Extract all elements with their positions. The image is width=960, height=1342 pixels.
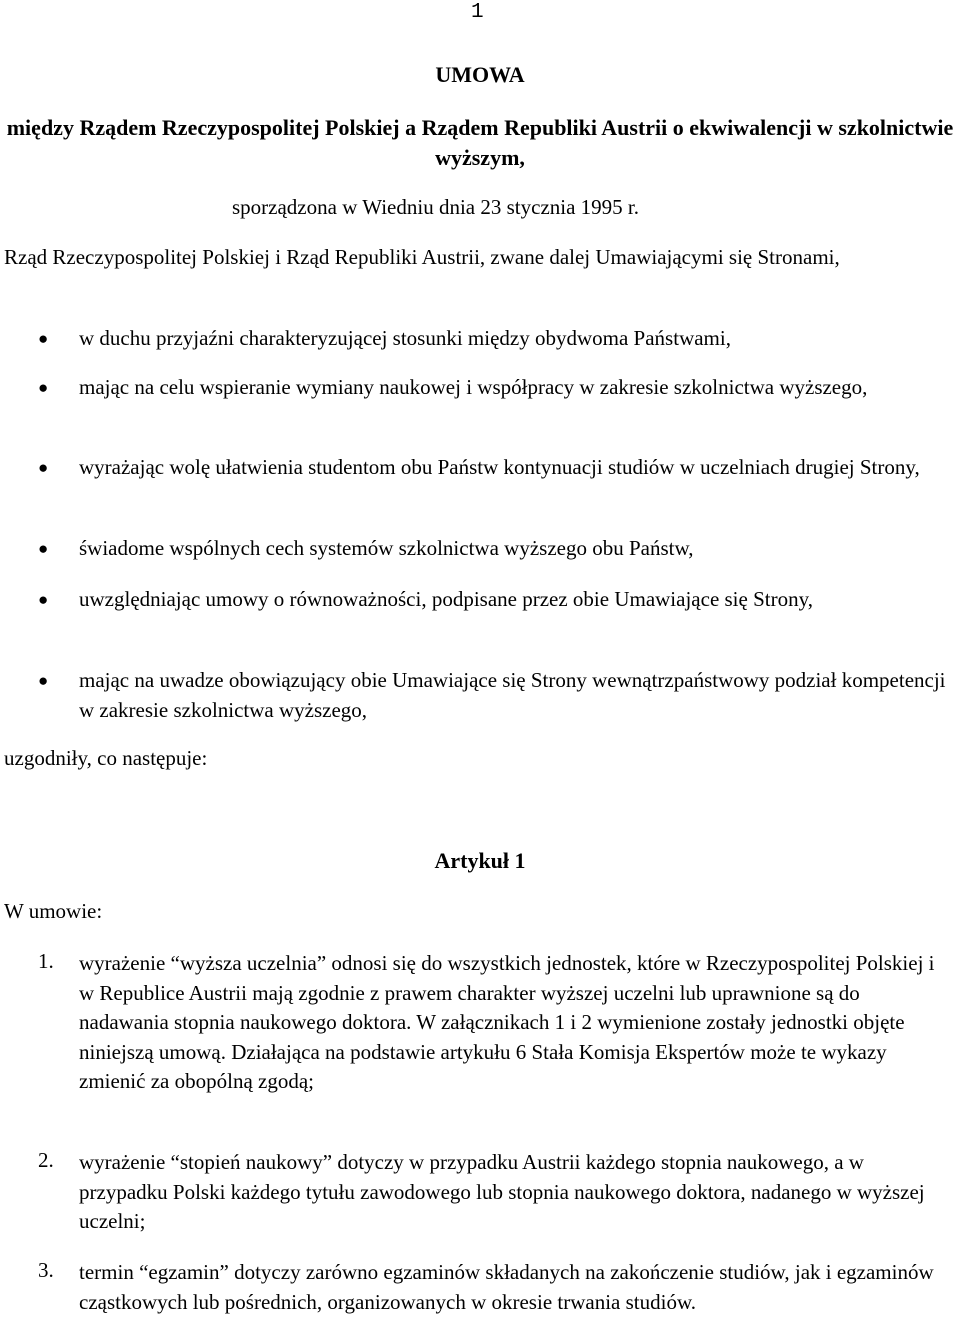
document-title: UMOWA [435, 62, 525, 87]
item-text: wyrażenie “stopień naukowy” dotyczy w przypadku Austrii każdego stopnia naukowego, a w przypadku Polski każdego tytułu zawodowego lub stopnia naukowego doktora, nadanego w wyższej uczelni; [79, 1150, 925, 1233]
document-subtitle: między Rządem Rzeczypospolitej Polskiej a Rządem Republiki Austrii o ekwiwalencji w szkolnictwie wyższym, [6, 115, 954, 170]
bullet-text: w duchu przyjaźni charakteryzującej stosunki między obydwoma Państwami, [79, 326, 731, 350]
bullet-icon: ● [38, 378, 49, 397]
item-number: 3. [38, 1258, 54, 1282]
agreed-statement: uzgodniły, co następuje: [4, 746, 208, 770]
bullet-icon: ● [38, 458, 49, 477]
page-number: 1 [471, 1, 484, 24]
bullet-icon: ● [38, 590, 49, 609]
bullet-text: mając na celu wspieranie wymiany naukowej i współpracy w zakresie szkolnictwa wyższego, [79, 375, 868, 399]
bullet-text: wyrażając wolę ułatwienia studentom obu Państw kontynuacji studiów w uczelniach drugiej Strony, [79, 455, 920, 479]
item-text: termin “egzamin” dotyczy zarówno egzaminów składanych na zakończenie studiów, jak i egzaminów cząstkowych lub pośrednich, organizowanych w okresie trwania studiów. [79, 1260, 934, 1314]
item-text: wyrażenie “wyższa uczelnia” odnosi się do wszystkich jednostek, które w Rzeczypospolitej Polskiej i w Republice Austrii mają zgodnie z prawem charakter wyższej uczelni lub uprawnione są do nadawania stopnia naukowego doktora. W załącznikach 1 i 2 wymienione zostały jednostki objęte niniejszą umową. Działająca na podstawie artykułu 6 Stała Komisja Ekspertów może te wykazy zmienić za obopólną zgodą; [79, 951, 935, 1093]
preamble: Rząd Rzeczypospolitej Polskiej i Rząd Republiki Austrii, zwane dalej Umawiającymi się Stronami, [4, 245, 840, 269]
bullet-icon: ● [38, 329, 49, 348]
item-number: 1. [38, 949, 54, 973]
article-heading: Artykuł 1 [434, 848, 526, 873]
bullet-icon: ● [38, 671, 49, 690]
bullet-icon: ● [38, 539, 49, 558]
in-agreement-label: W umowie: [4, 899, 103, 923]
bullet-text: świadome wspólnych cech systemów szkolnictwa wyższego obu Państw, [79, 536, 694, 560]
place-date: sporządzona w Wiedniu dnia 23 stycznia 1995 r. [232, 195, 639, 219]
item-number: 2. [38, 1148, 54, 1172]
bullet-text: uwzględniając umowy o równoważności, podpisane przez obie Umawiające się Strony, [79, 587, 813, 611]
bullet-text: mając na uwadze obowiązujący obie Umawiające się Strony wewnątrzpaństwowy podział kompetencji w zakresie szkolnictwa wyższego, [79, 668, 946, 722]
